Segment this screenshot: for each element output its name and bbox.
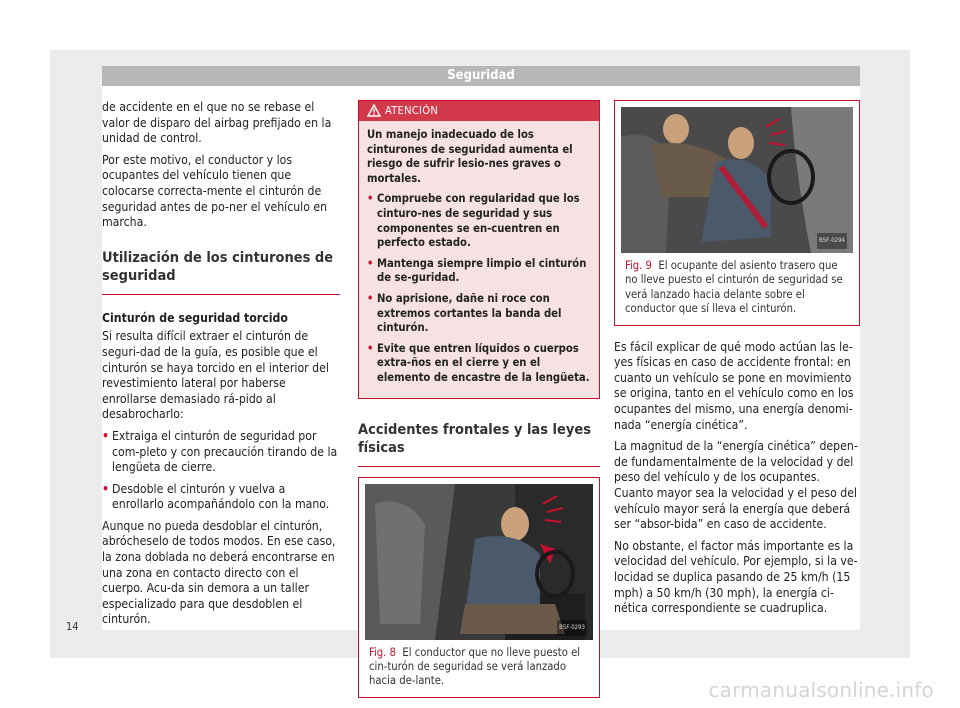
list-item: [367, 192, 591, 250]
list-item: [102, 482, 340, 513]
list-item-text: Evite que entren líquidos o cuerpos extra-ños en el cierre y en el elemento de encastre de la lengüeta.: [377, 341, 590, 384]
figure-8-image: [365, 484, 593, 640]
figure-caption-text: El ocupante del asiento trasero que no lleve puesto el cinturón de seguridad se verá lanzado hacia delante sobre el conductor que sí lleva el cinturón.: [625, 259, 843, 316]
bullet-icon: •: [367, 192, 374, 206]
list-item: [367, 257, 591, 286]
figure-9-image: [621, 107, 853, 253]
paragraph: Es fácil explicar de qué modo actúan las le-yes físicas en caso de accidente frontal: en cuanto un vehículo se pone en movimiento se origina, tanto en el vehículo como en los ocupantes del mismo, una energía denomi-nada “energía cinética”.: [614, 339, 854, 432]
figure-code: B5F-0293: [557, 620, 587, 636]
figure-9-caption: [615, 259, 859, 325]
section-heading: Utilización de los cinturones de seguridad: [102, 249, 340, 295]
figure-label: Fig. 8: [369, 645, 396, 659]
paragraph: La magnitud de la “energía cinética” depen-de fundamentalmente de la velocidad y del peso del vehículo y de los ocupantes. Cuanto mayor sea la velocidad y el peso del vehículo mayor será la energía que deberá ser “absor-bida” en caso de accidente.: [614, 439, 858, 532]
bullet-icon: •: [367, 256, 374, 270]
figure-8-caption: [359, 646, 599, 697]
figure-label: Fig. 9: [625, 259, 652, 272]
warning-title: [359, 101, 599, 121]
list-item-text: Compruebe con regularidad que los cinturo-nes de seguridad y sus componentes se en-cuentren en perfecto estado.: [377, 192, 580, 250]
list-item: [367, 342, 591, 386]
list-item-text: No aprisione, dañe ni roce con extremos cortantes la banda del cinturón.: [377, 291, 562, 335]
warning-box: [358, 100, 600, 399]
list-item: [102, 429, 340, 476]
page-number: 14: [66, 620, 79, 633]
figure-code: B5F-0294: [817, 233, 847, 249]
figure-8: [358, 477, 600, 698]
driver-crash-illustration: [365, 484, 593, 640]
bullet-icon: •: [102, 481, 110, 496]
list-item-text: Desdoble el cinturón y vuelva a enrollarlo acompañándolo con la mano.: [112, 481, 330, 512]
warning-triangle-icon: [367, 104, 381, 117]
paragraph: Si resulta difícil extraer el cinturón de seguri-dad de la guía, es posible que el cinturón se haya torcido en el interior del revestimiento lateral por haberse enrollarse demasiado rá-pido al desabrocharlo:: [102, 329, 329, 422]
warning-body: [359, 121, 599, 398]
section-heading: Accidentes frontales y las leyes físicas: [358, 421, 600, 467]
list-item-text: Extraiga el cinturón de seguridad por com-pleto y con precaución tirando de la lengüeta de cierre.: [112, 428, 338, 475]
warning-title-text: ATENCIÓN: [385, 104, 439, 117]
page-header: Seguridad: [102, 66, 860, 86]
figure-9: [614, 100, 860, 326]
paragraph: de accidente en el que no se rebase el valor de disparo del airbag prefijado en la unidad de control.: [102, 100, 332, 146]
bullet-icon: •: [367, 341, 374, 355]
subheading: Cinturón de seguridad torcido: [102, 310, 288, 325]
column-1: [102, 100, 340, 634]
rear-passenger-crash-illustration: [621, 107, 853, 253]
column-3: [614, 100, 860, 623]
bullet-icon: •: [367, 291, 374, 305]
paragraph: No obstante, el factor más importante es la velocidad del vehículo. Por ejemplo, si la ve-locidad se duplica pasando de 25 km/h (15 mph) a 50 km/h (30 mph), la energía ci-nética correspondiente se cuadruplica.: [614, 538, 858, 616]
paragraph: Por este motivo, el conductor y los ocupantes del vehículo tienen que colocarse correcta-mente el cinturón de seguridad antes de po-ner el vehículo en marcha.: [102, 152, 328, 230]
paragraph: Aunque no pueda desdoblar el cinturón, abrócheselo de todos modos. En ese caso, la zona doblada no deberá encontrarse en una zona en contacto directo con el cuerpo. Acu-da sin demora a un taller especializado para que desdoblen el cinturón.: [102, 518, 336, 627]
list-item-text: Mantenga siempre limpio el cinturón de se-guridad.: [377, 256, 587, 285]
warning-intro: Un manejo inadecuado de los cinturones de seguridad aumenta el riesgo de sufrir lesio-nes graves o mortales.: [367, 128, 573, 185]
figure-caption-text: El conductor que no lleve puesto el cin-turón de seguridad se verá lanzado hacia de-lante.: [369, 645, 581, 688]
watermark: carmanualsonline.info: [708, 678, 934, 702]
column-2: [358, 100, 600, 698]
bullet-icon: •: [102, 428, 110, 443]
list-item: [367, 292, 591, 336]
